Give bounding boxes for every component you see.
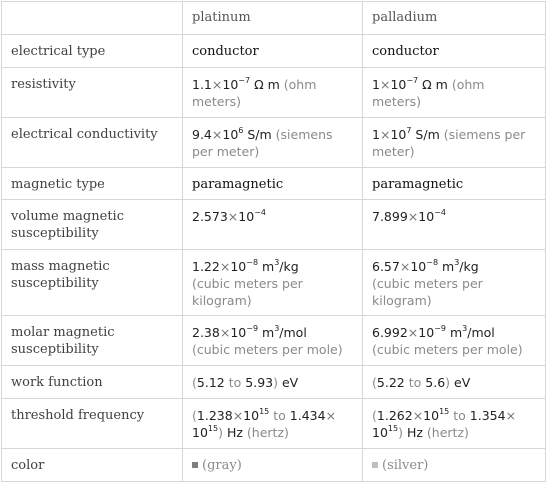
platinum-electrical-type: conductor: [183, 35, 363, 68]
row-label: work function: [2, 366, 183, 399]
table-row: [2, 200, 546, 250]
table-row: [2, 399, 546, 449]
palladium-color: (silver): [363, 449, 546, 482]
platinum-work-function: (5.12 to 5.93) eV: [183, 366, 363, 399]
row-label: magnetic type: [2, 168, 183, 200]
palladium-molar-magnetic-susceptibility: $6.992\times 10^{-9}$ $m^3$/mol (cubic meters per mole): [363, 316, 546, 366]
table-row: [2, 366, 546, 399]
platinum-magnetic-type: paramagnetic: [183, 168, 363, 200]
row-label: resistivity: [2, 68, 183, 118]
row-label: threshold frequency: [2, 399, 183, 449]
table-row: [2, 118, 546, 168]
table-row: [2, 316, 546, 366]
header-palladium: palladium: [363, 2, 546, 35]
platinum-mass-magnetic-susceptibility: $1.22\times 10^{-8}$ $m^3/kg$ (cubic meters per kilogram): [183, 250, 363, 316]
palladium-resistivity: $1\times 10^{-7}$ Ω m (ohm meters): [363, 68, 546, 118]
silver-color-swatch: [372, 462, 378, 468]
row-label: electrical conductivity: [2, 118, 183, 168]
platinum-electrical-conductivity: $9.4\times 10^6$ S/m (siemens per meter): [183, 118, 363, 168]
table-row: [2, 250, 546, 316]
platinum-volume-magnetic-susceptibility: $2.573\times 10^{-4}$: [183, 200, 363, 250]
table-row: [2, 449, 546, 482]
row-label: volume magnetic susceptibility: [2, 200, 183, 250]
row-label: electrical type: [2, 35, 183, 68]
palladium-threshold-frequency: ($1.262\times 10^{15}$ to 1.354× $10^{15}$) Hz (hertz): [363, 399, 546, 449]
platinum-molar-magnetic-susceptibility: $2.38\times 10^{-9}$ $m^3$/mol (cubic meters per mole): [183, 316, 363, 366]
palladium-volume-magnetic-susceptibility: $7.899\times 10^{-4}$: [363, 200, 546, 250]
palladium-electrical-conductivity: $1\times 10^7$ S/m (siemens per meter): [363, 118, 546, 168]
row-label: molar magnetic susceptibility: [2, 316, 183, 366]
palladium-mass-magnetic-susceptibility: $6.57\times 10^{-8}$ $m^3/kg$ (cubic meters per kilogram): [363, 250, 546, 316]
palladium-magnetic-type: paramagnetic: [363, 168, 546, 200]
palladium-work-function: (5.22 to 5.6) eV: [363, 366, 546, 399]
row-label: mass magnetic susceptibility: [2, 250, 183, 316]
header-row: [2, 2, 546, 35]
palladium-electrical-type: conductor: [363, 35, 546, 68]
platinum-threshold-frequency: ($1.238\times 10^{15}$ to 1.434× $10^{15}$) Hz (hertz): [183, 399, 363, 449]
comparison-table: [1, 1, 546, 482]
platinum-resistivity: $1.1\times 10^{-7}$ Ω m (ohm meters): [183, 68, 363, 118]
table-row: [2, 68, 546, 118]
header-empty-cell: [2, 2, 183, 35]
header-platinum: platinum: [183, 2, 363, 35]
row-label: color: [2, 449, 183, 482]
table-row: [2, 168, 546, 200]
gray-color-swatch: [192, 462, 198, 468]
table-row: [2, 35, 546, 68]
platinum-color: (gray): [183, 449, 363, 482]
